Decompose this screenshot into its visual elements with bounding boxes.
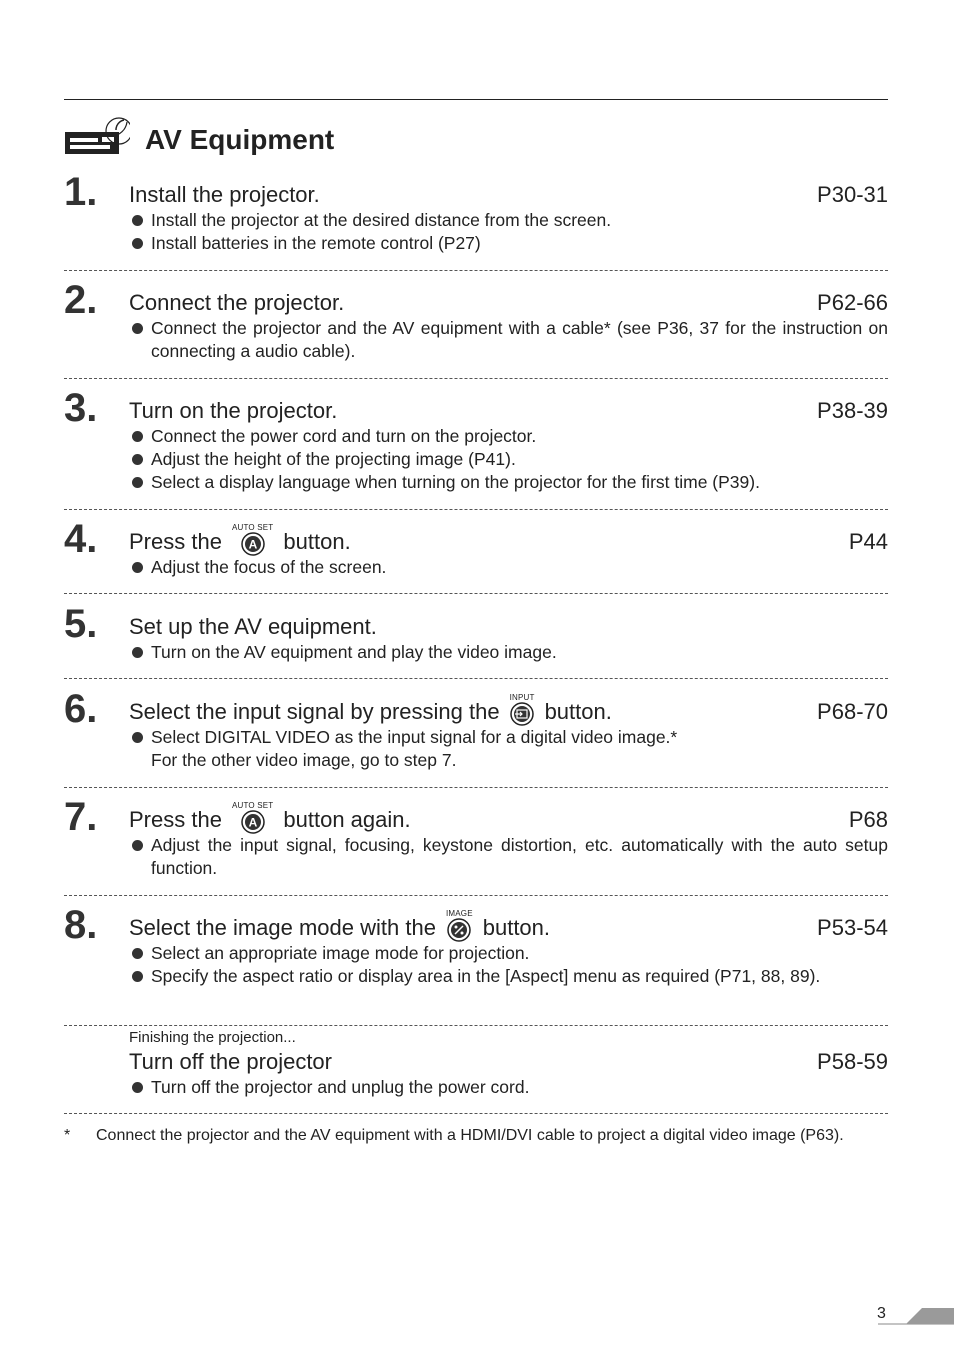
button-caption: AUTO SET	[231, 522, 274, 532]
page-reference: P68	[848, 807, 888, 832]
dashed-divider	[64, 1113, 888, 1114]
av-equipment-icon	[64, 116, 130, 160]
auto-set-button-icon	[232, 801, 273, 834]
dashed-divider	[64, 509, 888, 510]
step-title: Turn on the projector.	[129, 398, 338, 423]
svg-text:A: A	[248, 815, 258, 829]
bullet-item: Turn on the AV equipment and play the video image.	[129, 641, 888, 664]
svg-text:A: A	[248, 537, 258, 551]
step-title-suffix: button again.	[283, 807, 411, 832]
step-number: 2.	[64, 278, 98, 322]
step-title: Connect the projector.	[129, 290, 345, 315]
step-number: 1.	[64, 170, 98, 214]
auto-set-glyph-icon	[241, 810, 265, 834]
step-number: 7.	[64, 795, 98, 839]
bullet-continuation: For the other video image, go to step 7.	[151, 750, 457, 770]
auto-set-glyph-icon	[241, 532, 265, 556]
bullet-item: Connect the power cord and turn on the projector.	[129, 425, 888, 448]
page-reference: P58-59	[817, 1049, 888, 1074]
footnote-text: Connect the projector and the AV equipment with a HDMI/DVI cable to project a digital video image (P63).	[96, 1127, 844, 1144]
top-rule	[64, 99, 888, 100]
step-title-suffix: button.	[544, 699, 612, 724]
page-reference: P38-39	[817, 398, 888, 423]
step-title: Select the image mode with the	[129, 915, 436, 940]
bullet-item: Select an appropriate image mode for projection.	[129, 942, 888, 965]
auto-set-button-icon	[232, 523, 273, 556]
dashed-divider	[64, 678, 888, 679]
step-title: Install the projector.	[129, 182, 320, 207]
page-reference: P53-54	[817, 915, 888, 940]
bullet-item: Install the projector at the desired distance from the screen.	[129, 209, 888, 232]
step-number: 8.	[64, 903, 98, 947]
step-title: Press the	[129, 807, 222, 832]
page-reference: P30-31	[817, 182, 888, 207]
bullet-item: Adjust the height of the projecting image (P41).	[129, 448, 888, 471]
dashed-divider	[64, 1025, 888, 1026]
bullet-item: Specify the aspect ratio or display area in the [Aspect] menu as required (P71, 88, 89).	[129, 965, 888, 988]
image-glyph-icon	[447, 918, 471, 942]
page-reference: P44	[848, 529, 888, 554]
bullet-item: Select DIGITAL VIDEO as the input signal for a digital video image.*	[129, 726, 888, 749]
dashed-divider	[64, 593, 888, 594]
dashed-divider	[64, 895, 888, 896]
dashed-divider	[64, 270, 888, 271]
footnote-mark: *	[64, 1127, 71, 1144]
page-tab-icon	[876, 1308, 954, 1326]
finishing-note: Finishing the projection...	[129, 1029, 296, 1046]
step-title: Select the input signal by pressing the	[129, 699, 500, 724]
input-button-icon	[510, 693, 535, 726]
input-glyph-icon	[510, 702, 534, 726]
step-title: Press the	[129, 529, 222, 554]
step-number: 5.	[64, 602, 98, 646]
bullet-item: Install batteries in the remote control (P27)	[129, 232, 888, 255]
section-title: AV Equipment	[145, 124, 335, 155]
bullet-item: Connect the projector and the AV equipment with a cable* (see P36, 37 for the instruction on connecting a audio cable).	[129, 317, 888, 363]
bullet-item: Turn off the projector and unplug the power cord.	[129, 1076, 888, 1099]
step-number: 3.	[64, 386, 98, 430]
button-caption: INPUT	[509, 692, 535, 702]
footnote	[64, 1124, 888, 1147]
step-number: 4.	[64, 517, 98, 561]
section-header	[64, 116, 334, 160]
page-number: 3	[877, 1305, 886, 1322]
bullet-item: Adjust the focus of the screen.	[129, 556, 888, 579]
step-title: Set up the AV equipment.	[129, 614, 377, 639]
page-reference: P62-66	[817, 290, 888, 315]
dashed-divider	[64, 787, 888, 788]
bullet-item: Adjust the input signal, focusing, keystone distortion, etc. automatically with the auto setup function.	[129, 834, 888, 880]
step-title-suffix: button.	[482, 915, 551, 940]
step-title: Turn off the projector	[129, 1049, 332, 1074]
bullet-item: Select a display language when turning on the projector for the first time (P39).	[129, 471, 888, 494]
page-reference: P68-70	[817, 699, 888, 724]
button-caption: IMAGE	[445, 908, 473, 918]
button-caption: AUTO SET	[231, 800, 274, 810]
step-number: 6.	[64, 687, 98, 731]
image-button-icon	[446, 909, 473, 942]
step-title-suffix: button.	[283, 529, 351, 554]
dashed-divider	[64, 378, 888, 379]
